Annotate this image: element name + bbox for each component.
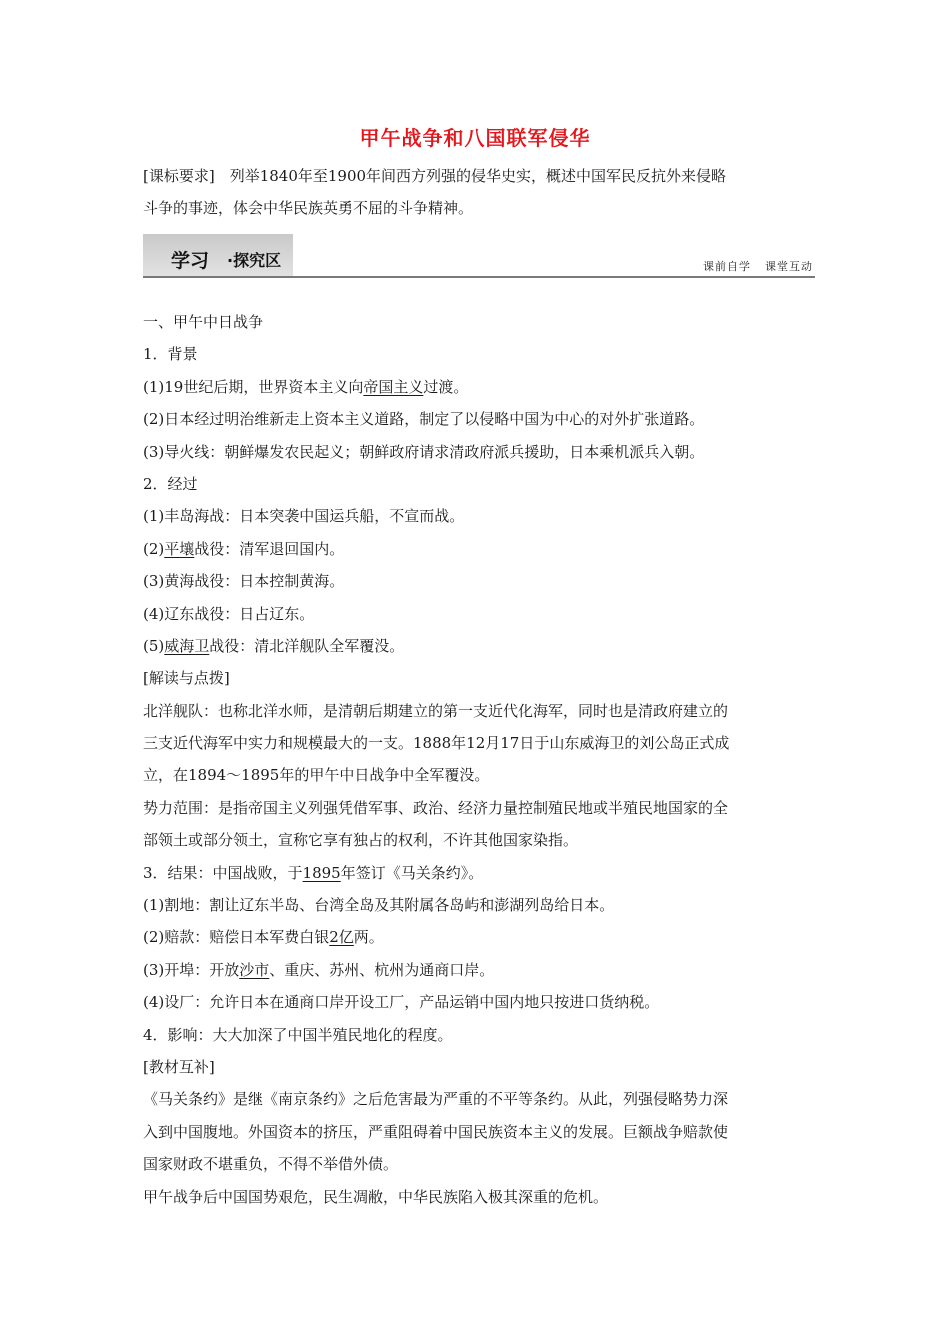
section-banner [143,234,815,278]
banner-right-labels [703,258,813,274]
background-item-2: (2)日本经过明治维新走上资本主义道路，制定了以侵略中国为中心的对外扩张道路。 [143,410,705,429]
requirement-line: [课标要求] 列举1840年至1900年间西方列强的侵华史实，概述中国军民反抗外来侵略 [143,167,727,185]
supplement-line: 《马关条约》是继《南京条约》之后危害最为严重的不平等条约。从此，列强侵略势力深 [143,1090,729,1109]
banner-rule [143,276,815,278]
supplement-line: 国家财政不堪重负，不得不举借外债。 [143,1155,399,1174]
underlined-term: 2亿 [329,928,354,947]
banner-label-class: 课堂互动 [765,260,813,273]
curriculum-requirement [143,160,815,224]
result-item-4: (4)设厂：允许日本在通商口岸开设工厂，产品运销中国内地只按进口货纳税。 [143,993,660,1012]
course-item-2: (2)平壤战役：清军退回国内。 [143,539,345,558]
result-item-1: (1)割地：割让辽东半岛、台湾全岛及其附属各岛屿和澎湖列岛给日本。 [143,896,615,915]
banner-subtitle: ·探究区 [227,251,282,270]
supplement-line: 入到中国腹地。外国资本的挤压，严重阻碍着中国民族资本主义的发展。巨额战争赔款使 [143,1122,729,1141]
banner-title: 学习 [171,250,210,272]
subheading-course: 2．经过 [143,474,198,493]
note-line: 势力范围：是指帝国主义列强凭借军事、政治、经济力量控制殖民地或半殖民地国家的全 [143,798,729,817]
background-item-3: (3)导火线：朝鲜爆发农民起义；朝鲜政府请求清政府派兵援助，日本乘机派兵入朝。 [143,442,705,461]
document-title: 甲午战争和八国联军侵华 [359,126,591,150]
underlined-term: 威海卫 [164,636,210,655]
course-item-4: (4)辽东战役：日占辽东。 [143,604,315,623]
result-item-3: (3)开埠：开放沙市、重庆、苏州、杭州为通商口岸。 [143,960,495,979]
supplement-line: 甲午战争后中国国势艰危，民生凋敝，中华民族陷入极其深重的危机。 [143,1187,609,1206]
note-line: 部领土或部分领土，宣称它享有独占的权利，不许其他国家染指。 [143,831,579,850]
note-heading-supplement: [教材互补] [143,1057,215,1076]
document-body [143,306,815,1213]
underlined-term: 沙市 [239,960,270,979]
note-line: 北洋舰队：也称北洋水师，是清朝后期建立的第一支近代化海军，同时也是清政府建立的 [143,701,729,720]
underlined-term: 平壤 [164,539,195,558]
subheading-background: 1．背景 [143,345,198,364]
note-line: 三支近代海军中实力和规模最大的一支。1888年12月17日于山东威海卫的刘公岛正式成 [143,734,730,753]
underlined-term: 1895 [302,863,341,882]
note-line: 立，在1894～1895年的甲午中日战争中全军覆没。 [143,766,490,785]
section-heading: 一、甲午中日战争 [143,313,264,331]
requirement-line: 斗争的事迹，体会中华民族英勇不屈的斗争精神。 [143,199,474,217]
background-item-1: (1)19世纪后期，世界资本主义向帝国主义过渡。 [143,377,469,396]
course-item-5: (5)威海卫战役：清北洋舰队全军覆没。 [143,636,405,655]
subheading-impact: 4．影响：大大加深了中国半殖民地化的程度。 [143,1025,453,1044]
underlined-term: 帝国主义 [363,377,424,396]
course-item-3: (3)黄海战役：日本控制黄海。 [143,572,345,591]
result-item-2: (2)赔款：赔偿日本军费白银2亿两。 [143,928,384,947]
subheading-result: 3．结果：中国战败，于1895年签订《马关条约》。 [143,863,484,882]
course-item-1: (1)丰岛海战：日本突袭中国运兵船，不宣而战。 [143,507,465,526]
banner-label-preview: 课前自学 [703,260,751,273]
note-heading-interpretation: [解读与点拨] [143,669,230,688]
